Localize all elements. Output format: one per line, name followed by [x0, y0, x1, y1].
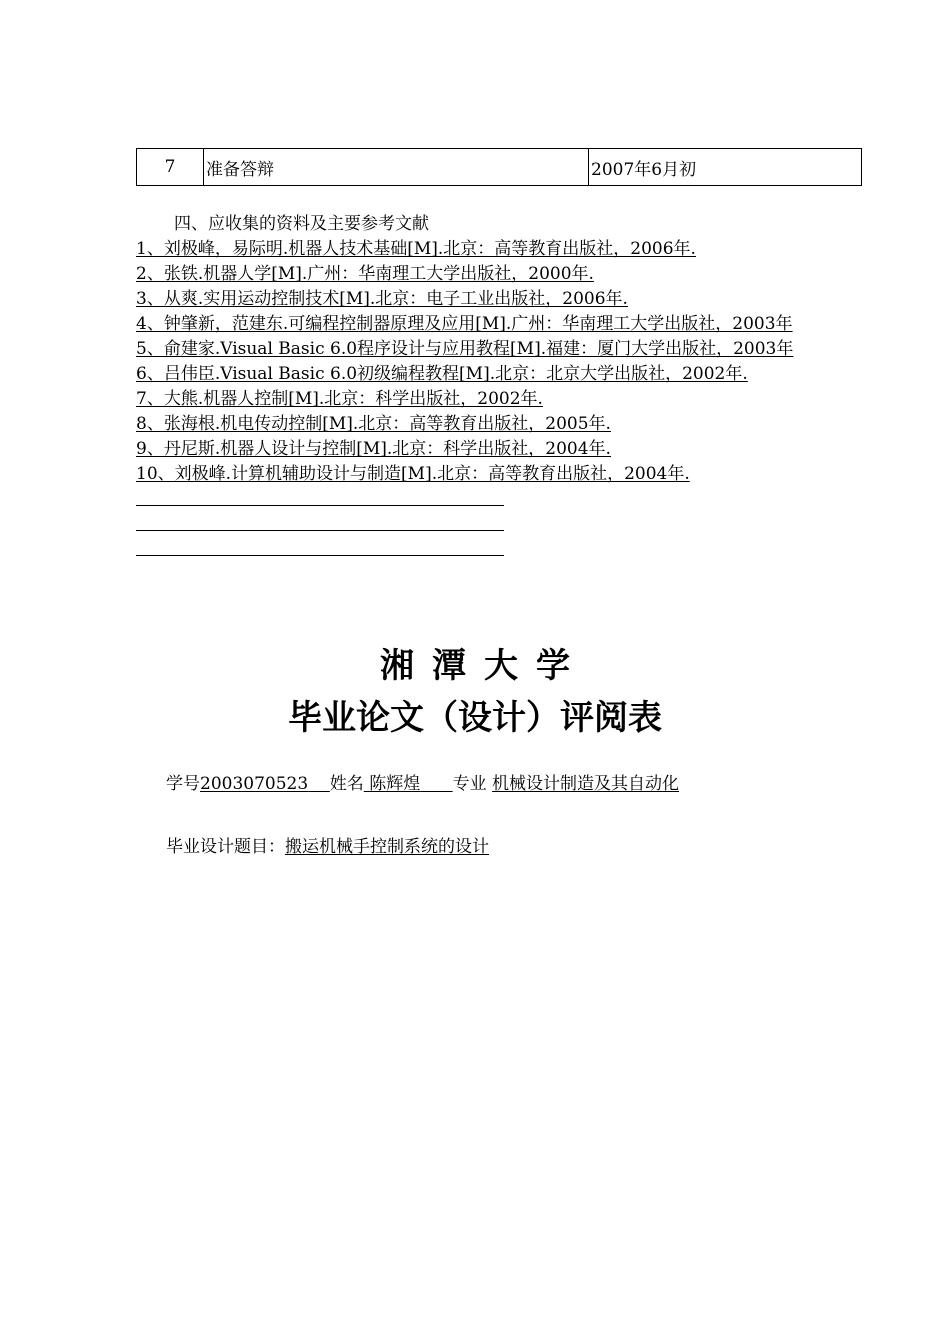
blank-line: [136, 555, 504, 556]
reference-item: 3、从爽.实用运动控制技术[M].北京：电子工业出版社，2006年.: [136, 289, 628, 309]
reference-item: 7、大熊.机器人控制[M].北京：科学出版社，2002年.: [136, 389, 543, 409]
student-name-label: 姓名: [329, 774, 364, 794]
reference-item: 10、刘极峰.计算机辅助设计与制造[M].北京：高等教育出版社，2004年.: [136, 464, 690, 484]
reference-item: 5、俞建家.Visual Basic 6.0程序设计与应用教程[M].福建：厦门大学出版社，2003年: [136, 339, 794, 359]
references-heading: 四、应收集的资料及主要参考文献: [174, 214, 429, 234]
student-id-label: 学号: [166, 774, 200, 794]
reference-item: 6、吕伟臣.Visual Basic 6.0初级编程教程[M].北京：北京大学出版社，2002年.: [136, 364, 748, 384]
major-field: 机械设计制造及其自动化: [492, 774, 680, 794]
reference-item: 9、丹尼斯.机器人设计与控制[M].北京：科学出版社，2004年.: [136, 439, 611, 459]
student-name-field: 陈辉煌: [369, 774, 421, 794]
topic-line: [166, 835, 489, 859]
row-number: 7: [137, 149, 204, 186]
topic-label: 毕业设计题目：: [166, 837, 285, 857]
schedule-table: [136, 148, 862, 186]
reference-item: 2、张铁.机器人学[M].广州：华南理工大学出版社，2000年.: [136, 264, 594, 284]
university-title: 湘潭大学: [380, 646, 588, 686]
row-task: 准备答辩: [204, 149, 589, 186]
reference-item: 1、刘极峰，易际明.机器人技术基础[M].北京：高等教育出版社，2006年.: [136, 239, 696, 259]
reference-list: [136, 237, 876, 487]
table-row: [137, 149, 862, 186]
reference-item: 8、张海根.机电传动控制[M].北京：高等教育出版社，2005年.: [136, 414, 611, 434]
blank-line: [136, 505, 504, 506]
student-info-line: [166, 772, 679, 796]
form-title: 毕业论文（设计）评阅表: [288, 698, 662, 738]
reference-item: 4、钟肇新，范建东.可编程控制器原理及应用[M].广州：华南理工大学出版社，2003年: [136, 314, 793, 334]
blank-line: [136, 530, 504, 531]
major-label: 专业: [452, 774, 487, 794]
row-time: 2007年6月初: [589, 149, 862, 186]
topic-field: 搬运机械手控制系统的设计: [285, 837, 489, 857]
student-id-field: 2003070523: [200, 774, 309, 794]
